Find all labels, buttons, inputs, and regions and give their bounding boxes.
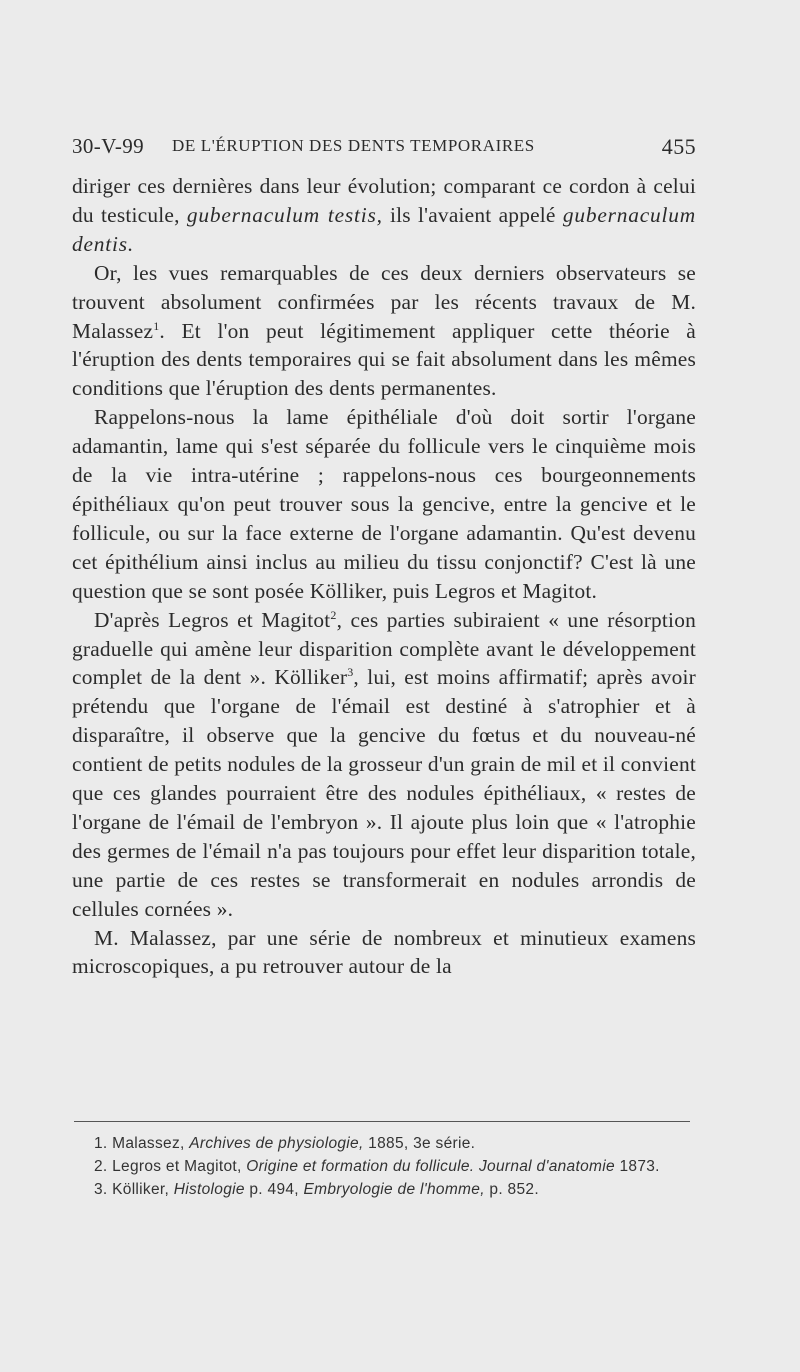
- paragraph-italic-text: gubernaculum testis,: [186, 202, 383, 227]
- paragraph-footnote-ref: 3: [347, 665, 354, 680]
- footnote-text: 3. Kölliker,: [94, 1181, 174, 1198]
- footnote-italic-text: Origine et formation du follicule. Journal d'anatomie: [246, 1158, 615, 1175]
- footnote: [72, 1178, 696, 1201]
- issue-date: 30-V-99: [72, 134, 145, 158]
- footnote: [72, 1155, 696, 1178]
- body-text: [72, 172, 696, 981]
- paragraph-text: diriger ces dernières dans leur évolution; comparant ce cordon à celui du testicule,: [72, 174, 696, 227]
- paragraph: [72, 606, 696, 924]
- paragraph: [72, 259, 696, 404]
- footnote-rule: [74, 1121, 690, 1122]
- paragraph-italic-text: gubernaculum dentis.: [72, 202, 697, 256]
- chapter-title: DE L'ÉRUPTION DES DENTS TEMPORAIRES: [172, 136, 535, 155]
- paragraph-text: ils l'avaient appelé: [382, 202, 563, 227]
- page-number: 455: [661, 134, 696, 159]
- paragraph-text: Or, les vues remarquables de ces deux derniers observateurs se trouvent absolument confirmées par les récents travaux de M. Malassez: [72, 260, 696, 343]
- paragraph: [72, 172, 696, 259]
- paragraph-text: . Et l'on peut légitimement appliquer cette théorie à l'éruption des dents temporaires qui se fait absolument dans les mêmes conditions que l'éruption des dents permanentes.: [72, 318, 696, 401]
- footnote-text: p. 494,: [244, 1181, 304, 1198]
- running-head: [72, 130, 696, 160]
- paragraph: [72, 924, 696, 982]
- paragraph: [72, 403, 696, 605]
- footnote-text: p. 852.: [484, 1181, 539, 1198]
- footnotes: [72, 1132, 696, 1201]
- footnote-text: 1. Malassez,: [94, 1135, 190, 1152]
- paragraph-text: Rappelons-nous la lame épithéliale d'où doit sortir l'organe adamantin, lame qui s'est séparée du follicule vers le cinquième mois de la vie intra-utérine ; rappelons-nous ces bourgeonnements épithéliaux qu'on peut trouver sous la gencive, entre la gencive et le follicule, ou sur la face externe de l'organe adamantin. Qu'est devenu cet épithélium ainsi inclus au milieu du tissu conjonctif? C'est là une question que se sont posée Kölliker, puis Legros et Magitot.: [72, 405, 696, 603]
- paragraph-text: M. Malassez, par une série de nombreux et minutieux examens microscopiques, a pu retrouver autour de la: [72, 925, 696, 979]
- footnote-text: 2. Legros et Magitot,: [94, 1158, 247, 1175]
- paragraph-footnote-ref: 2: [330, 607, 337, 622]
- footnote-text: 1885, 3e série.: [363, 1135, 476, 1152]
- paragraph-text: , ces parties subiraient « une résorption graduelle qui amène leur disparition complète avant le développement complet de la dent ». Kölliker: [72, 607, 696, 690]
- footnote-italic-text: Histologie: [173, 1181, 245, 1198]
- footnote-text: 1873.: [614, 1158, 660, 1175]
- footnote: [72, 1132, 696, 1155]
- footnote-italic-text: Embryologie de l'homme,: [303, 1181, 485, 1198]
- paragraph-text: , lui, est moins affirmatif; après avoir prétendu que l'organe de l'émail est destiné à s'atrophier et à disparaître, il observe que la gencive du fœtus et du nouveau-né contient de petits nodules de la grosseur d'un grain de mil et il convient que ces glandes pourraient être des nodules épithéliaux, « restes de l'organe de l'émail de l'embryon ». Il ajoute plus loin que « l'atrophie des germes de l'émail n'a pas toujours pour effet leur disparition totale, une partie de ces restes se transformerait en nodules arrondis de cellules cornées ».: [72, 665, 696, 921]
- paragraph-footnote-ref: 1: [153, 318, 160, 333]
- book-page: [72, 0, 696, 1372]
- footnote-italic-text: Archives de physiologie,: [189, 1135, 364, 1152]
- paragraph-text: D'après Legros et Magitot: [94, 607, 331, 632]
